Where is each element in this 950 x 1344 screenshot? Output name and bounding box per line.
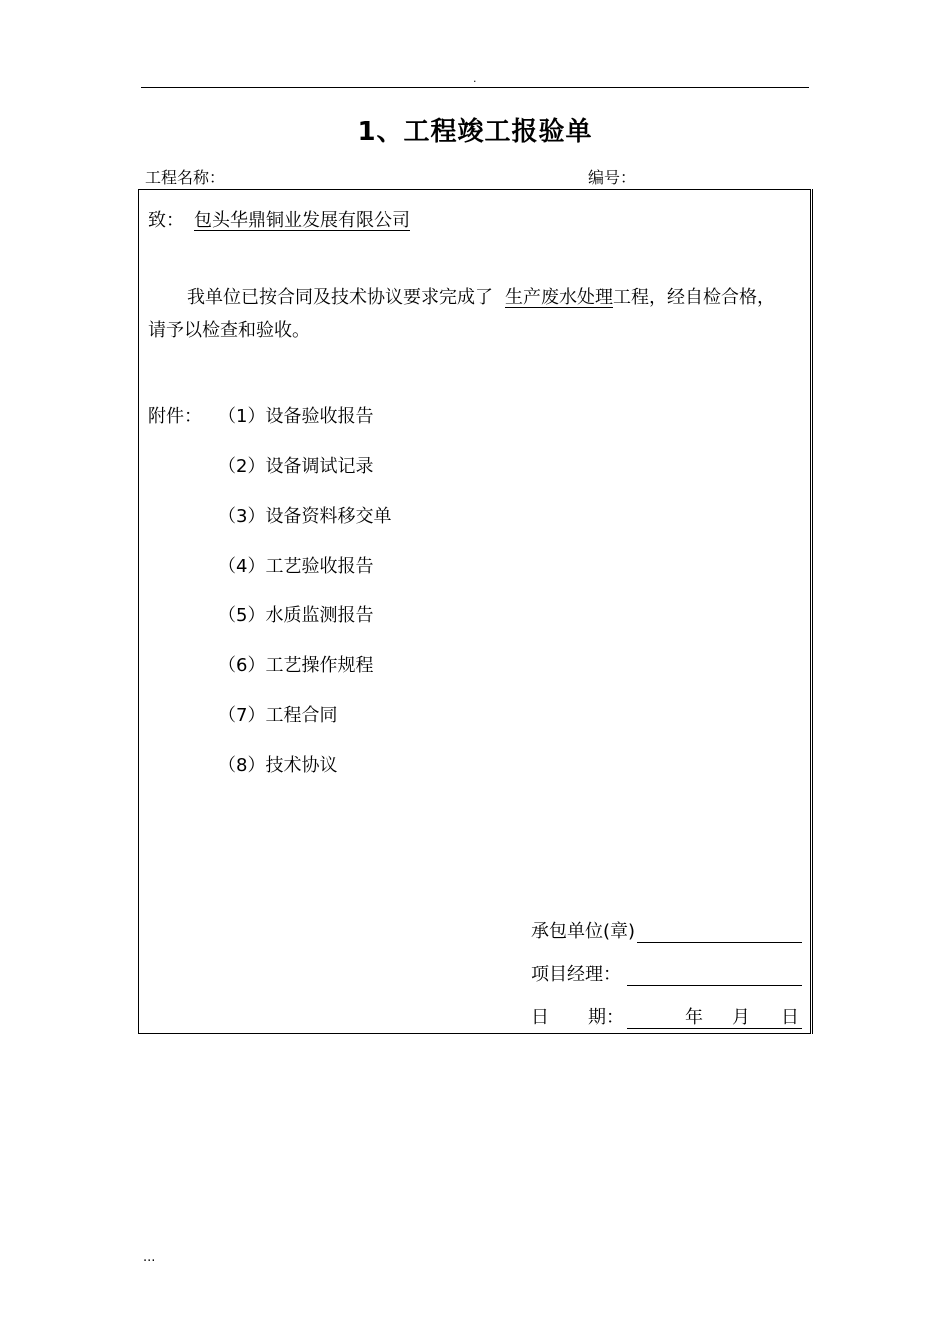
contractor-label: 承包单位(章)	[531, 921, 636, 942]
contractor-signature-line	[637, 942, 802, 943]
number-label: 编号：	[588, 168, 637, 187]
header-rule	[141, 87, 809, 88]
attachment-item: （5）水质监测报告	[218, 605, 374, 626]
attachment-item: （3）设备资料移交单	[218, 506, 392, 527]
date-label-2: 期：	[588, 1007, 624, 1028]
attachment-item: （7）工程合同	[218, 705, 338, 726]
manager-signature-line	[627, 985, 802, 986]
attachment-item: （1）设备验收报告	[218, 406, 374, 427]
page-title: 1、工程竣工报验单	[357, 117, 593, 147]
body-line-2: 请予以检查和验收。	[148, 320, 310, 341]
form-border-double	[812, 189, 813, 1034]
header-mark: .	[473, 72, 477, 85]
attachment-item: （8）技术协议	[218, 755, 338, 776]
year-label: 年	[685, 1007, 703, 1028]
attachment-item: （2）设备调试记录	[218, 456, 374, 477]
attachments-label: 附件：	[148, 406, 202, 427]
attachment-item: （6）工艺操作规程	[218, 655, 374, 676]
attachment-item: （4）工艺验收报告	[218, 556, 374, 577]
to-label: 致：	[148, 210, 184, 231]
project-name-label: 工程名称：	[145, 168, 226, 187]
addressee-company: 包头华鼎铜业发展有限公司	[194, 210, 410, 231]
date-label-1: 日	[531, 1007, 549, 1028]
footer-mark: ...	[143, 1250, 156, 1265]
body-project: 生产废水处理	[505, 287, 613, 308]
month-label: 月	[732, 1007, 750, 1028]
addressee-line	[148, 208, 420, 234]
date-line	[627, 1028, 802, 1029]
body-line-1	[187, 285, 775, 311]
day-label: 日	[781, 1007, 799, 1028]
body-prefix: 我单位已按合同及技术协议要求完成了	[187, 287, 493, 308]
body-suffix: 工程，经自检合格，	[613, 287, 775, 308]
manager-label: 项目经理：	[531, 964, 621, 985]
